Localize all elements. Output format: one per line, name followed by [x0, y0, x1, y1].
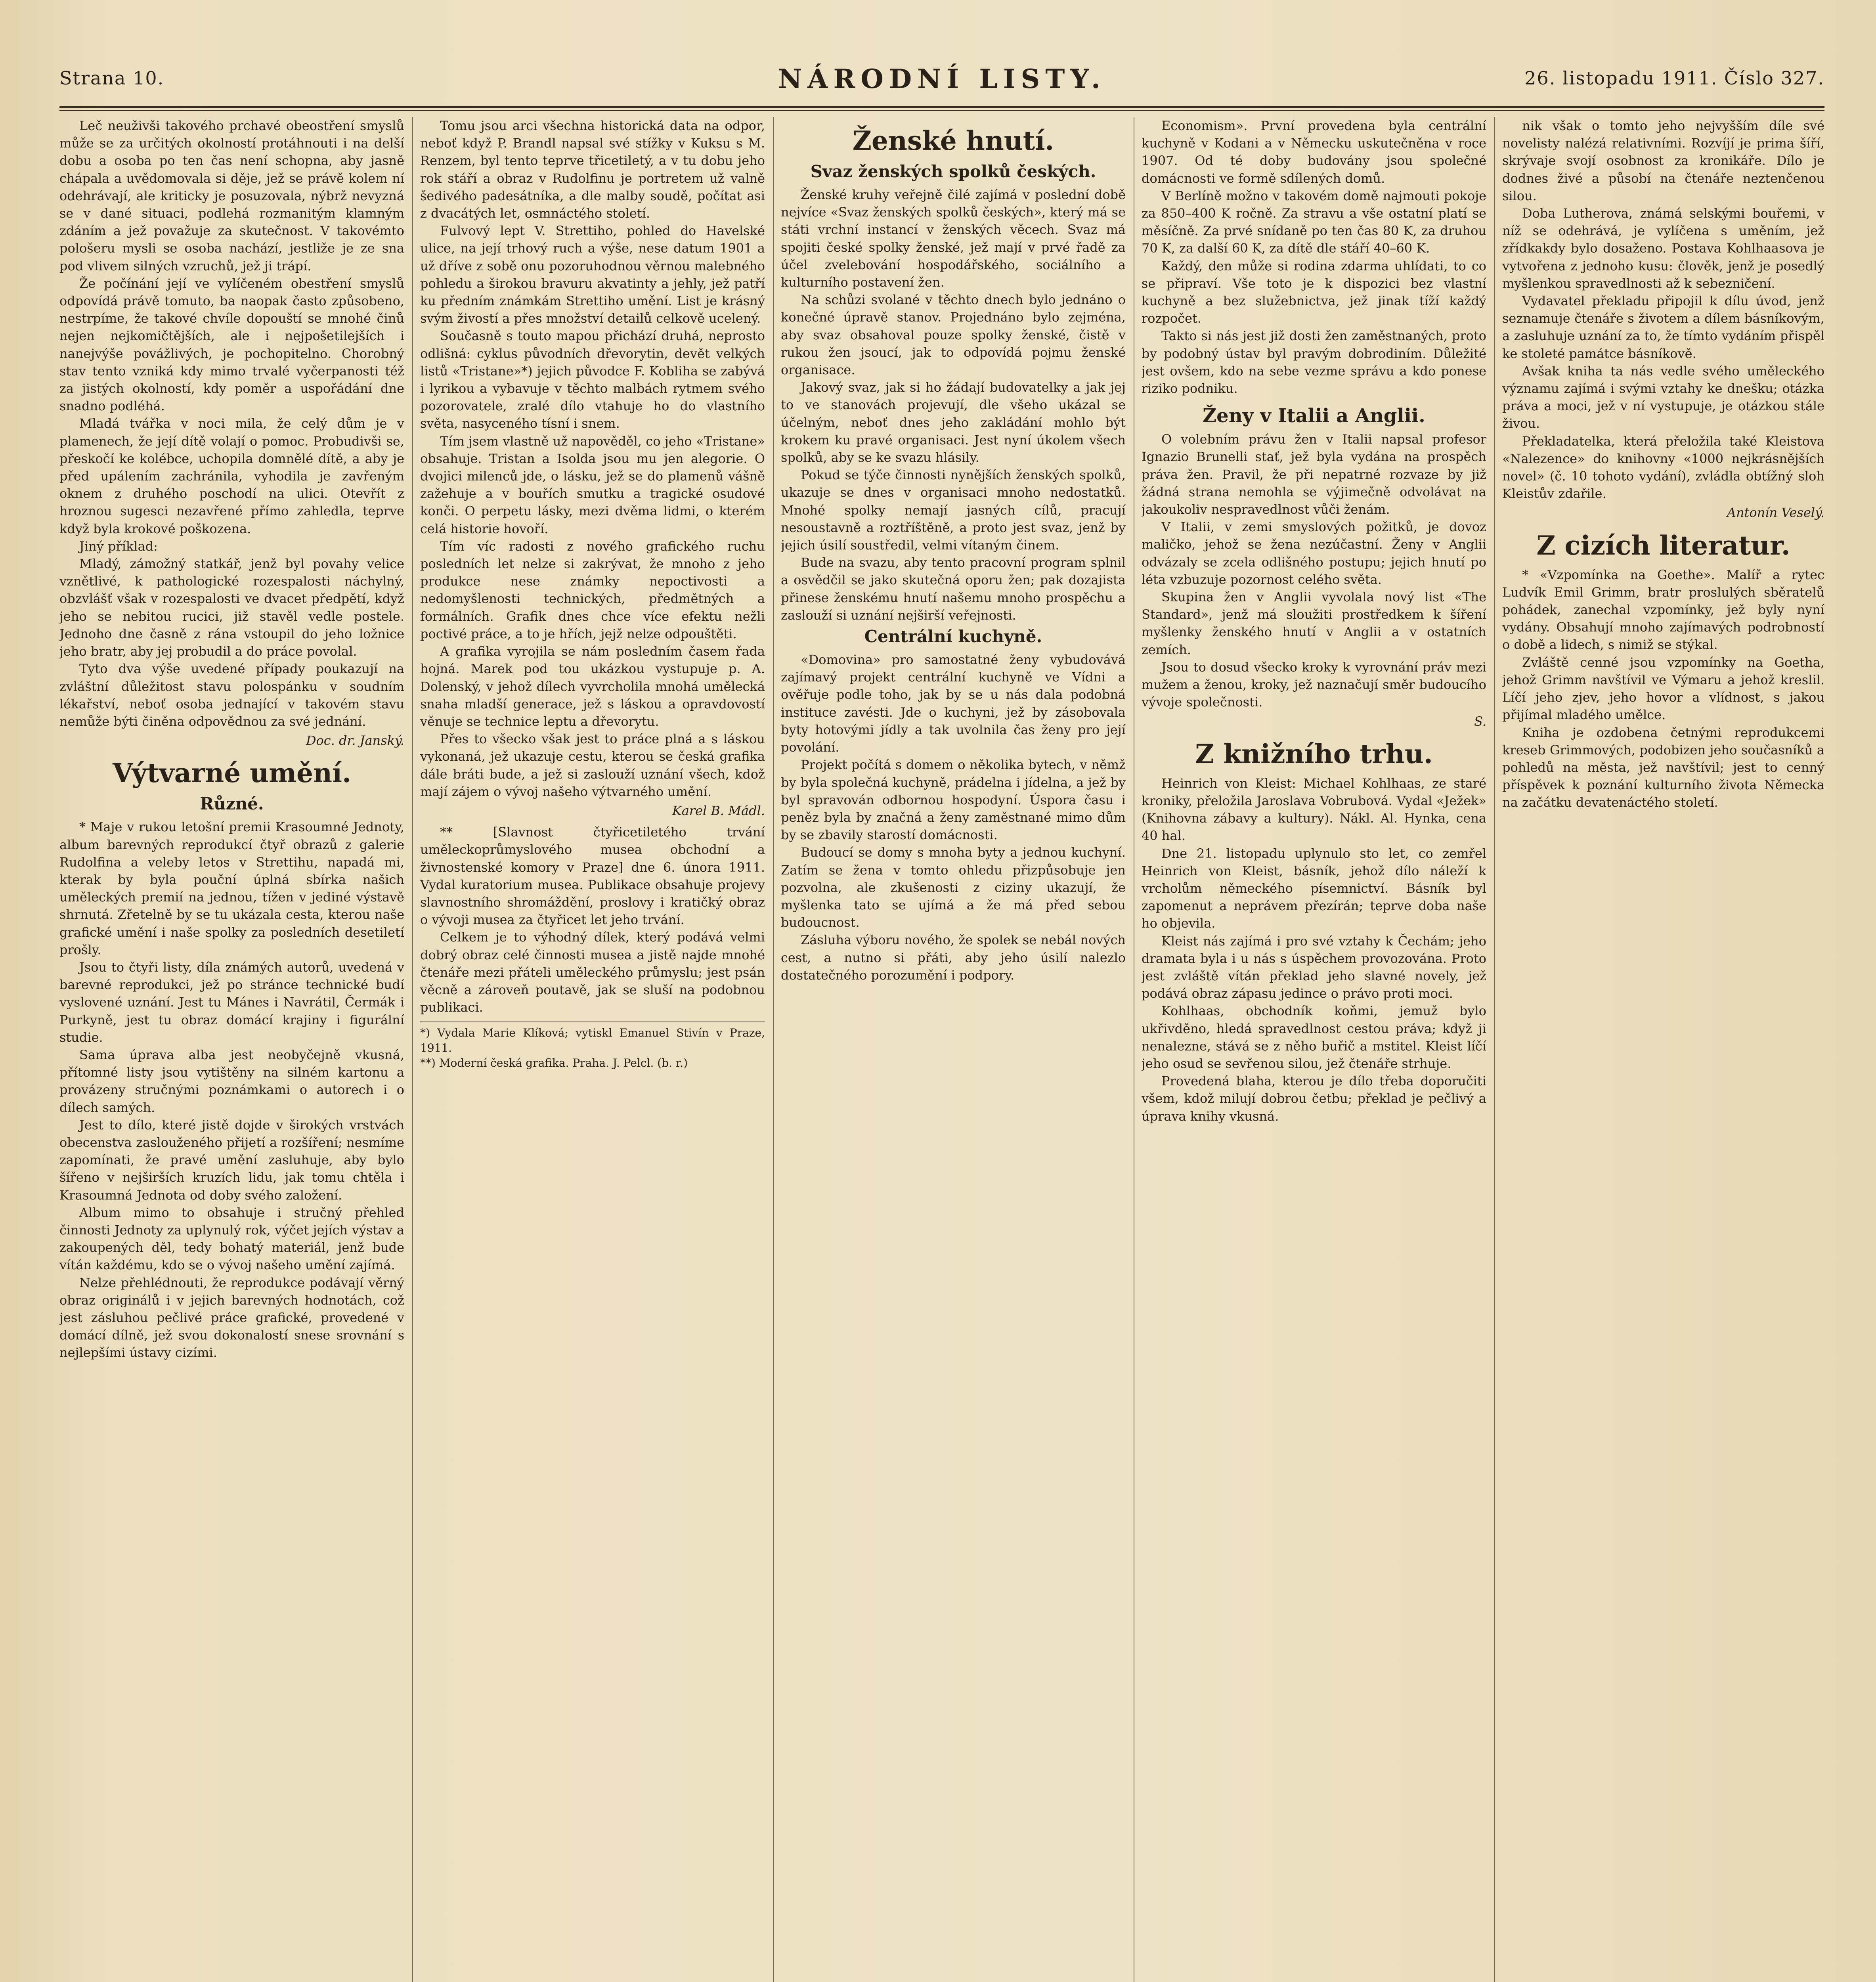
section-title: Výtvarné umění. [112, 758, 352, 789]
paragraph: Projekt počítá s domem o několika bytech, v němž by byla společná kuchyně, prádelna i jídelna, a jež by byl spravován odbornou hospodyní. Úspora času i peněz byla by značná a ženy zaměstnané mimo dům by se zbavily starostí domácnosti. [781, 757, 1126, 843]
paragraph: Přes to všecko však jest to práce plná a s láskou vykonaná, jež ukazuje cestu, kterou se česká grafika dále bráti bude, a jež si zaslouží uznání všech, kdož mají zájem o vývoj našeho výtvarného umění. [420, 731, 765, 799]
paragraph: nik však o tomto jeho nejvyšším díle své novelisty nalézá relativními. Rozvíjí je prima šíří, skrývaje svojí osobnost za kronikáře. Dílo je dodnes živé a působí na čtenáře neztenčenou silou. [1502, 118, 1824, 203]
paragraph: Jsou to čtyři listy, díla známých autorů, uvedená v barevné reprodukci, jež po stránce technické budí vyslovené uznání. Jest tu Mánes i Navrátil, Čermák i Purkyně, jest tu obraz domácí krajiny i figurální studie. [59, 959, 404, 1045]
article-title: Z knižního trhu. [1195, 738, 1433, 769]
paragraph: Fulvový lept V. Strettiho, pohled do Havelské ulice, na její trhový ruch a výše, nese datum 1901 a už dříve z sobě onu pozoruhodnou věrnou malebného pohledu a širokou bravuru akvatinty a jehly, jež patří ku předním známkám Strettiho umění. List je krásný svým živostí a přes množství detailů celkově ucelený. [420, 223, 765, 326]
paragraph: Album mimo to obsahuje i stručný přehled činnosti Jednoty za uplynulý rok, výčet jejích výstav a zakoupených děl, tedy bohatý materiál, jenž bude vítán každému, kdo se o vývoj našeho umění zajímá. [59, 1205, 404, 1273]
page-header [59, 59, 1824, 103]
paragraph: Doba Lutherova, známá selskými bouřemi, v níž se odehrává, je vylíčena s uměním, jež zřídkakdy bylo dosaženo. Postava Kohlhaasova je vytvořena z jednoho kusu: člověk, jenž je posedlý myšlenkou spravedlnosti až k sebezničení. [1502, 206, 1824, 291]
issue-date: 26. listopadu 1911. Číslo 327. [1524, 67, 1824, 89]
paragraph: Tomu jsou arci všechna historická data na odpor, neboť když P. Brandl napsal své stížky v Kuksu s M. Renzem, byl tento teprve třicetiletý, a v tu dobu jeho rok stáří a obraz v Rudolfinu je portretem už valně šedivého padesátníka, a dle malby soudě, počítat asi z dvacátých let, osmnáctého století. [420, 118, 765, 221]
paragraph: O volebním právu žen v Italii napsal profesor Ignazio Brunelli stať, jež byla vydána na prospěch práva žen. Pravil, že při nepatrné rozvaze by již žádná strana nemohla se výjimečně odvolávat na jakoukoliv nespravedlnost vůči ženám. [1142, 432, 1486, 517]
paragraph: Současně s touto mapou přichází druhá, neprosto odlišná: cyklus původních dřevorytin, devět velkých listů «Tristane»*) jejich původce F. Kobliha se zabývá i lyrikou a vybavuje v těchto malbách rytmem svého pozorovatele, zralé dílo vtahuje ho do vlastního světa, nasyceného tísní i snem. [420, 328, 765, 431]
column-divider [412, 117, 413, 1982]
paragraph: A grafika vyrojila se nám posledním časem řada hojná. Marek pod tou ukázkou vystupuje p. A. Dolenský, v jehož dílech vyvrcholila mnohá umělecká snaha mladší generace, jež s láskou a opravdovostí věnuje se technice leptu a dřevorytu. [420, 644, 765, 729]
paragraph: Provedená blaha, kterou je dílo třeba doporučiti všem, kdož milují dobrou četbu; překlad je pečlivý a úprava knihy vkusná. [1142, 1073, 1486, 1124]
masthead-title: NÁRODNÍ LISTY. [778, 63, 1106, 94]
paragraph: Economism». První provedena byla centrální kuchyně v Kodani a v Německu uskutečněna v roce 1907. Od té doby budovány jsou společné domácnosti ve formě sdílených domů. [1142, 118, 1486, 186]
paragraph: V Italii, v zemi smyslových požitků, je dovoz maličko, jehož se žena nezúčastní. Ženy v Anglii odvázaly se zcela odlišného postupu; jejich hnutí po léta vzbuzuje pozornost celého světa. [1142, 519, 1486, 587]
paragraph: Leč neuživši takového prchavé obeostření smyslů může se za určitých okolností protáhnouti i na delší dobu a osoba po ten čas není schopna, aby jasně chápala a uvědomovala si děje, jež se právě kolem ní odehrávají, ale kriticky je posuzovala, nýbrž nevyzná se v dané situaci, podlehá rozmanitým klamným zdáním a jež považuje za skutečnost. V takovémto pološeru mysli se osoba nachází, jestliže je ze sna pod vlivem silných vzruchů, jež ji trápí. [59, 118, 404, 274]
paragraph: Takto si nás jest již dosti žen zaměstnaných, proto by podobný ústav byl pravým dobrodiním. Důležité jest ovšem, kdo na sebe vezme správu a kdo ponese riziko podniku. [1142, 328, 1486, 396]
paragraph: Jest to dílo, které jistě dojde v širokých vrstvách obecenstva zaslouženého přijetí a rozšíření; nesmíme zapomínati, že pravé umění zasluhuje, aby bylo šířeno v nejširších kruzích lidu, jak tomu chtěla i Krasoumná Jednota od doby svého založení. [59, 1117, 404, 1203]
paragraph: Budoucí se domy s mnoha byty a jednou kuchyní. Zatím se žena v tomto ohledu přizpůsobuje jen pozvolna, ale zkušenosti z ciziny ukazují, že myšlenka tato se ujímá a že má před sebou budoucnost. [781, 845, 1126, 930]
paragraph: Každý, den může si rodina zdarma uhlídati, to co se připraví. Vše toto je k dispozici bez vlastní kuchyně a bez služebnictva, jež jinak tíží každý rozpočet. [1142, 258, 1486, 326]
paragraph: Překladatelka, která přeložila také Kleistova «Nalezence» do knihovny «1000 nejkrásnějších novel» (č. 10 tohoto vydání), zvládla obtížný sloh Kleistův zdařile. [1502, 433, 1824, 501]
paragraph: Nelze přehlédnouti, že reprodukce podávají věrný obraz originálů i v jejich barevných hodnotách, což jest zásluhou pečlivé práce grafické, provedené v domácí dílně, jež svou dokonalostí snese srovnání s nejlepšími ústavy cizími. [59, 1275, 404, 1360]
page-number: Strana 10. [59, 67, 164, 89]
paragraph: Heinrich von Kleist: Michael Kohlhaas, ze staré kroniky, přeložila Jaroslava Vobrubová. Vydal «Ježek» (Knihovna zábavy a kultury). Nákl. Al. Hynka, cena 40 hal. [1142, 775, 1486, 844]
paragraph: Kleist nás zajímá i pro své vztahy k Čechám; jeho dramata byla i u nás s úspěchem provozována. Proto jest zvláště vítán překlad jeho slavné novely, jež podává obraz zápasu jedince o právo proti moci. [1142, 933, 1486, 1001]
column-2 [420, 117, 765, 1982]
paragraph: Tím víc radosti z nového grafického ruchu posledních let nelze si zakrývat, že mnoho z jeho produkce nese známky nepoctivosti a nedomyšlenosti technických, předmětných a formálních. Grafik dnes chce více efektu nežli poctivé práce, a to je hřích, jejž nelze odpouštěti. [420, 538, 765, 641]
author-signature: S. [1474, 714, 1486, 729]
paragraph: Bude na svazu, aby tento pracovní program splnil a osvědčil se jako skutečná oporu žen; pak dozajista přinese ženskému hnutí našemu mnoho prospěchu a zaslouží si uznání nejširší veřejnosti. [781, 555, 1126, 623]
paragraph: ** [Slavnost čtyřicetiletého trvání uměleckoprůmyslového musea obchodní a živnostenské komory v Praze] dne 6. února 1911. Vydal kuratorium musea. Publikace obsahuje projevy slavnostního shromáždění, proslovy i kratičký obraz o vývoji musea za čtyřicet let jeho trvání. [420, 825, 765, 928]
header-rule [59, 106, 1824, 111]
paragraph: V Berlíně možno v takovém domě najmouti pokoje za 850–400 K ročně. Za stravu a vše ostatní platí se měsíčně. Za prvé snídaně po ten čas 80 K, za druhou 70 K, za další 60 K, za dítě dle stáří 40–60 K. [1142, 188, 1486, 256]
paragraph: Zásluha výboru nového, že spolek se nebál nových cest, a nutno si přáti, aby jeho úsilí nalezlo dostatečného porozumění i podpory. [781, 932, 1126, 983]
paragraph: Jiný příklad: [79, 538, 158, 554]
paragraph: Vydavatel překladu připojil k dílu úvod, jenž seznamuje čtenáře s životem a dílem básníkovým, a zasluhuje uznání za to, že tímto vydáním přispěl ke stoleté památce básníkově. [1502, 293, 1824, 361]
paragraph: Celkem je to výhodný dílek, který podává velmi dobrý obraz celé činnosti musea a jistě najde mnohé čtenáře mezi přáteli uměleckého průmyslu; jest psán věcně a zároveň poutavě, jak se sluší na podobnou publikaci. [420, 930, 765, 1015]
paragraph: Jakový svaz, jak si ho žádají budovatelky a jak jej to ve stanovách projevují, dle všeho ukázal se účelným, neboť dnes jeho zakládání mohlo být krokem ku pravé organisaci. Jest nyní úkolem všech spolků, aby se ke svazu hlásily. [781, 380, 1126, 465]
column-5 [1502, 117, 1824, 1982]
author-signature: Karel B. Mádl. [672, 803, 765, 818]
footnotes [420, 1022, 765, 1071]
section-subtitle: Různé. [200, 794, 264, 814]
paragraph: Mladý, zámožný statkář, jenž byl povahy velice vznětlivé, k pathologické rozespalosti náchylný, obzvlášť však v rozespalosti ve dvacet předpětí, když jeho se nebitou rucici, již stavěl vedle postele. Jednoho dne časně z rána vstoupil do jeho ložnice jeho bratr, aby jej probudil a do práce povolal. [59, 556, 404, 659]
paragraph: Kniha je ozdobena četnými reprodukcemi kreseb Grimmových, podobizen jeho současníků a pohledů na města, jež navštívil; jest to cenný příspěvek k poznání kulturního života Německa na začátku devatenáctého století. [1502, 725, 1824, 810]
paragraph: Dne 21. listopadu uplynulo sto let, co zemřel Heinrich von Kleist, básník, jehož dílo náleží k vrcholům německého písemnictví. Básník byl zapomenut a neprávem přezírán; teprve doba naše ho objevila. [1142, 846, 1486, 931]
paragraph: Na schůzi svolané v těchto dnech bylo jednáno o konečné úpravě stanov. Projednáno bylo zejména, aby svaz obsahoval pouze spolky ženské, čistě v rukou žen jsoucí, jak to odpovídá pojmu ženské organisace. [781, 292, 1126, 378]
paragraph: * «Vzpomínka na Goethe». Malíř a rytec Ludvík Emil Grimm, bratr proslulých sběratelů pohádek, zanechal vzpomínky, jež byly nyní vydány. Obsahují mnoho zajímavých podrobností o době a lidech, s nimiž se stýkal. [1502, 567, 1824, 652]
paragraph: Jsou to dosud všecko kroky k vyrovnání práv mezi mužem a ženou, kroky, jež naznačují směr budoucího vývoje společnosti. [1142, 659, 1486, 710]
paragraph: Pokud se týče činnosti nynějších ženských spolků, ukazuje se dnes v organisaci mnoho nedostatků. Mnohé spolky nemají jasných cílů, pracují nesoustavně a roztříštěně, a proto jest svaz, jenž by jejich úsilí soustředil, velmi vítaným činem. [781, 467, 1126, 553]
column-1 [59, 117, 404, 1982]
footnote: **) Moderní česká grafika. Praha. J. Pelcl. (b. r.) [420, 1056, 688, 1070]
paragraph: Ženské kruhy veřejně čilé zajímá v poslední době nejvíce «Svaz ženských spolků českých», který má se státi vrchní instancí v ženských věcech. Svaz má spojiti české spolky ženské, jež mají v prvé řadě za účel zvelebování hospodářského, sociálního a kulturního postavení žen. [781, 187, 1126, 290]
column-divider [1494, 117, 1495, 1982]
paragraph: Zvláště cenné jsou vzpomínky na Goetha, jehož Grimm navštívil ve Výmaru a jehož kreslil. Líčí jeho zjev, jeho hovor a vlídnost, s jakou přijímal mladého umělce. [1502, 654, 1824, 723]
author-signature: Doc. dr. Janský. [306, 733, 404, 748]
column-divider [773, 117, 774, 1982]
paragraph: Avšak kniha ta nás vedle svého uměleckého významu zajímá i svými vztahy ke dnešku; otázka práva a moci, jež v ní vystupuje, je otázkou stále živou. [1502, 363, 1824, 431]
paragraph: * Maje v rukou letošní premii Krasoumné Jednoty, album barevných reprodukcí čtyř obrazů z galerie Rudolfina a veleby letos v Strettihu, napadá mi, kterak by byla pouční úplná sbírka našich uměleckých premií na jednou, tížen v jediné výstavě shrnutá. Zřetelně by se tu ukázala cesta, kterou naše grafické umění i naše spolky za posledních desetiletí prošly. [59, 819, 404, 957]
article-title: Ženy v Italii a Anglii. [1203, 405, 1425, 427]
paragraph: Že počínání její ve vylíčeném obestření smyslů odpovídá právě tomuto, ba naopak často způsobeno, nestrpíme, že takové chvíle dopouští se mnohé činů nejen nejkomičtějších, ale i nejpošetilejších i nanejvýše povážlivých, je pochopitelno. Chorobný stav tento vzniká kdy mimo trvalé vyčerpanosti též za jistých okolností, kdy poměr a uspořádání dne snadno podléhá. [59, 275, 404, 414]
article-title: Ženské hnutí. [852, 125, 1054, 156]
paragraph: Tyto dva výše uvedené případy poukazují na zvláštní důležitost stavu polospánku v soudním lékařství, neboť osoba jednající v takovém stavu nemůže býti činěna odpovědnou za své jednání. [59, 661, 404, 729]
paragraph: Mladá tvářka v noci mila, že celý dům je v plamenech, že její dítě volají o pomoc. Probudivši se, přeskočí ke kolébce, uchopila domnělé dítě, a aby je před upálením zachránila, vyhodila je zavřeným oknem z druhého poschodí na ulici. Otevřít z hroznou sugesci nezavřené přímo zahledla, teprve když byla krokové poškozena. [59, 416, 404, 536]
paragraph: Kohlhaas, obchodník koňmi, jemuž bylo ukřivděno, hledá spravedlnost cestou práva; když ji nenalezne, stává se z něho buřič a mstitel. Kleist líčí jeho osud se sevřenou silou, jež čtenáře strhuje. [1142, 1003, 1486, 1071]
column-3 [781, 117, 1126, 1982]
paragraph: «Domovina» pro samostatné ženy vybudovává zajímavý projekt centrální kuchyně ve Vídni a ověřuje podle toho, jak by se u nás dala podobná instituce zavésti. Jde o kuchyni, jež by zásobovala byty hotovými jídly a tak uvolnila čas ženy pro její povolání. [781, 652, 1126, 755]
author-signature: Antonín Veselý. [1727, 505, 1824, 520]
footnote: *) Vydala Marie Klíková; vytiskl Emanuel Stivín v Praze, 1911. [420, 1026, 765, 1055]
article-title: Z cizích literatur. [1536, 530, 1790, 561]
article-subtitle: Centrální kuchyně. [864, 627, 1042, 647]
paragraph: Sama úprava alba jest neobyčejně vkusná, přítomné listy jsou vytištěny na silném kartonu a provázeny stručnými poznámkami o autorech i o dílech samých. [59, 1047, 404, 1115]
column-4 [1142, 117, 1486, 1982]
paragraph: Tím jsem vlastně už napověděl, co jeho «Tristane» obsahuje. Tristan a Isolda jsou mu jen alegorie. O dvojici milenců jde, o lásku, jež se do plamenů vášně zažehuje a v bouřích smutku a tragické osudové konči. O perpetu lásky, mezi dvěma lidmi, o kterém celá historie hovoří. [420, 433, 765, 536]
paragraph: Skupina žen v Anglii vyvolala nový list «The Standard», jenž má sloužiti prostředkem k šíření myšlenky ženského hnutí v Anglii a v ostatních zemích. [1142, 589, 1486, 657]
article-subtitle: Svaz ženských spolků českých. [810, 162, 1096, 181]
